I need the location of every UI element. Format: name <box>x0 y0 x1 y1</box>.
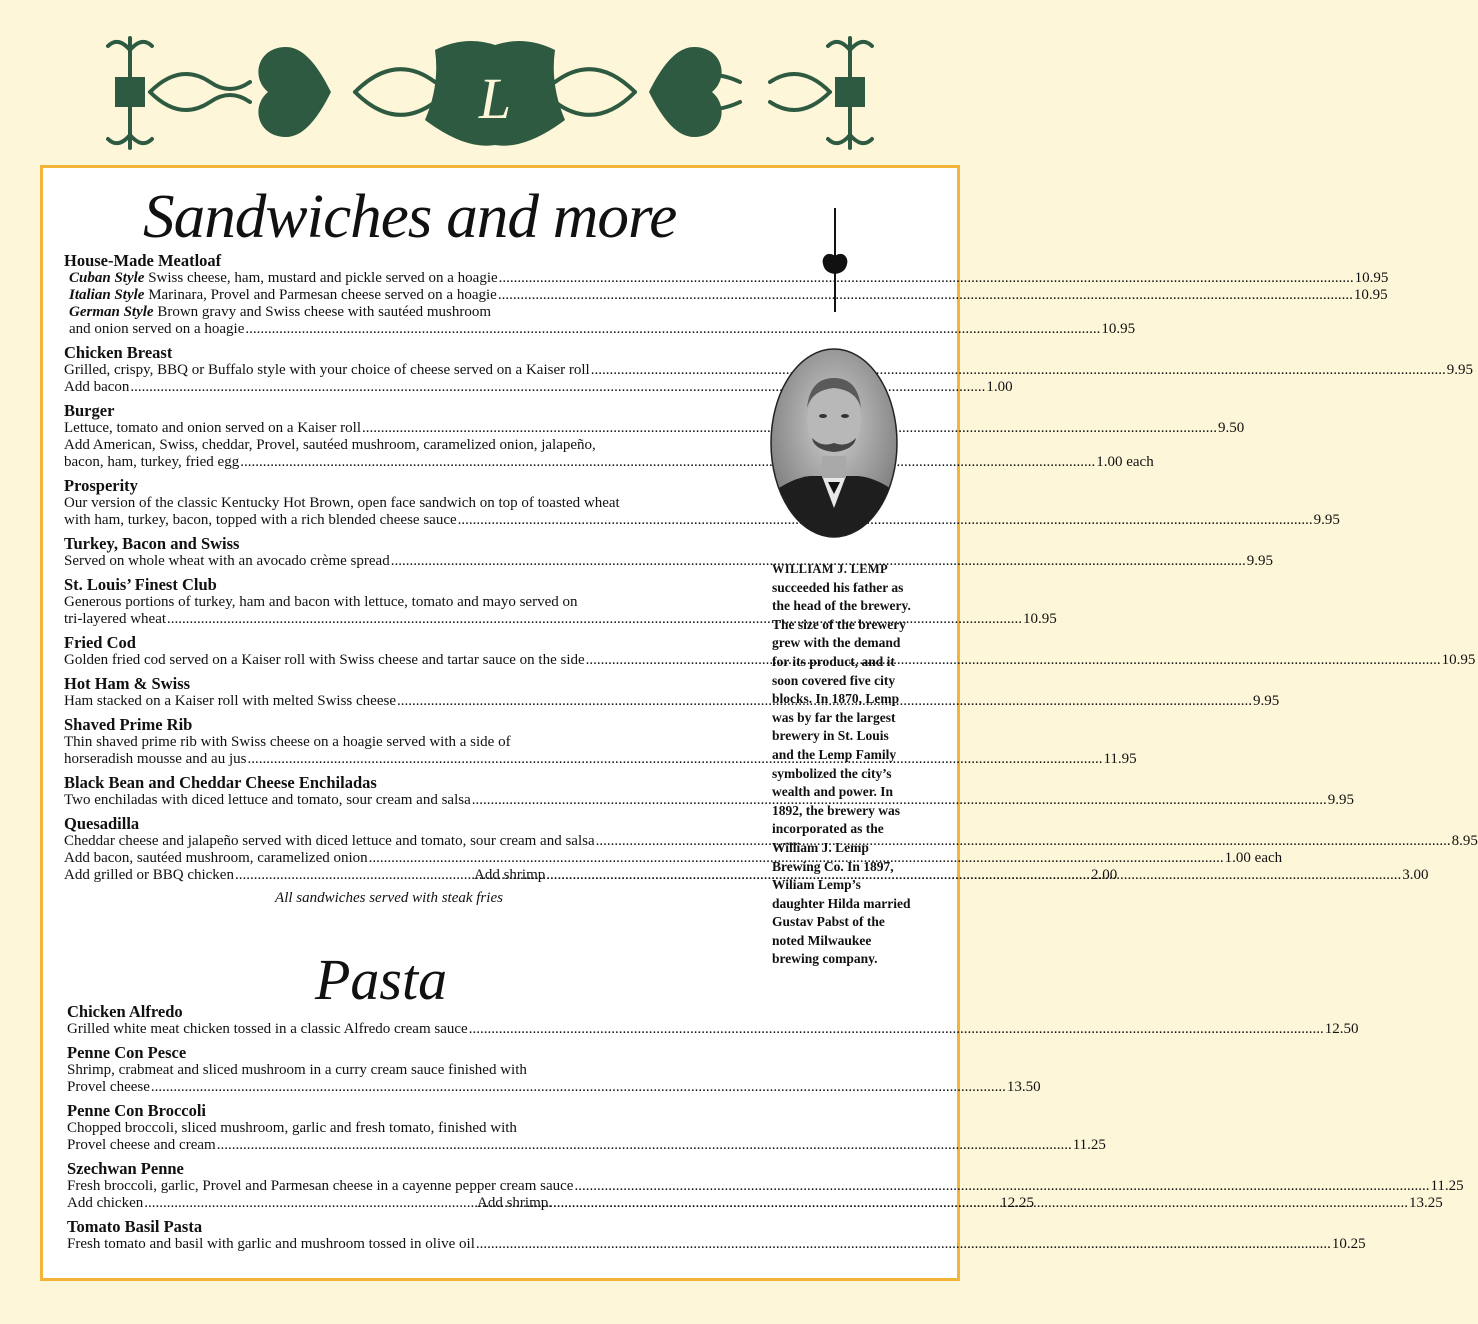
description: Provel cheese <box>67 1079 150 1095</box>
description: Add chicken <box>67 1195 144 1211</box>
price: 9.95 <box>1327 792 1354 808</box>
price: 12.25 <box>1000 1195 1034 1211</box>
line-text <box>64 454 239 471</box>
item-name: Penne Con Broccoli <box>67 1101 207 1120</box>
menu-line <box>64 270 1389 287</box>
menu-item <box>64 251 1389 338</box>
leader-dots <box>498 287 1353 304</box>
menu-line <box>64 594 714 611</box>
leader-dots <box>240 454 1095 471</box>
line-text <box>64 420 361 437</box>
price: 11.25 <box>1430 1178 1464 1194</box>
menu-line <box>64 833 1478 850</box>
leader-dots <box>586 652 1441 669</box>
description: Shrimp, crabmeat and sliced mushroom in a curry cream sauce finished with <box>67 1062 527 1078</box>
leader-dots <box>476 1236 1331 1253</box>
menu-line <box>64 287 1388 304</box>
description: Add shrimp. <box>477 1195 552 1211</box>
menu-line <box>67 1236 1366 1253</box>
item-name: Turkey, Bacon and Swiss <box>64 534 240 553</box>
crest-monogram: L <box>478 66 512 131</box>
line-text <box>69 270 498 287</box>
line-text <box>64 611 166 628</box>
menu-item <box>64 633 1476 669</box>
item-name: Hot Ham & Swiss <box>64 674 191 693</box>
section-title-sandwiches: Sandwiches and more <box>143 183 677 251</box>
item-name: Szechwan Penne <box>67 1159 184 1178</box>
item-name: Penne Con Pesce <box>67 1043 187 1062</box>
menu-item <box>64 401 1245 471</box>
price: 9.95 <box>1246 553 1273 569</box>
leader-dots <box>151 1079 1006 1096</box>
description: Marinara, Provel and Parmesan cheese served on a hoagie <box>144 287 497 303</box>
style-name: Cuban Style <box>69 270 145 286</box>
description: Two enchiladas with diced lettuce and tomato, sour cream and salsa <box>64 792 471 808</box>
price: 9.95 <box>1446 362 1473 378</box>
bio-body: succeeded his father as the head of the brewery. The size of the brewery grew with the demand for its product, and it soon covered five city blocks. In 1870, Lemp was by far the largest brewery in St. Louis and the Lemp Family symbolized the city’s wealth and power. In 1892, the brewery was incorporated as the William J. Lemp Brewing Co. In 1897, Wiliam Lemp’s daughter Hilda married Gustav Pabst of the noted Milwaukee brewing company. <box>772 579 911 967</box>
line-text <box>67 1236 475 1253</box>
line-text <box>64 652 585 669</box>
price: 10.95 <box>1101 321 1136 337</box>
bio-text <box>772 560 912 969</box>
pasta-menu <box>67 1002 1464 1259</box>
description: Generous portions of turkey, ham and bacon with lettuce, tomato and mayo served on <box>64 594 578 610</box>
leader-dots <box>469 1021 1324 1038</box>
price: 10.95 <box>1441 652 1476 668</box>
price: 11.95 <box>1103 751 1137 767</box>
split-line <box>64 867 1429 884</box>
menu-line <box>64 652 1476 669</box>
line-text <box>67 1079 150 1096</box>
price: 13.25 <box>1409 1195 1443 1211</box>
description: tri-layered wheat <box>64 611 167 627</box>
item-name: Burger <box>64 401 115 420</box>
style-name: German Style <box>69 304 154 320</box>
description: Our version of the classic Kentucky Hot Brown, open face sandwich on top of toasted wheat <box>64 495 620 511</box>
menu-item <box>67 1101 1106 1154</box>
item-name: Shaved Prime Rib <box>64 715 193 734</box>
crest-ornament <box>95 30 895 155</box>
price: 10.25 <box>1331 1236 1366 1252</box>
price: 9.95 <box>1313 512 1340 528</box>
price: 10.95 <box>1353 287 1388 303</box>
menu-line <box>67 1178 1464 1195</box>
price: 1.00 <box>986 379 1013 395</box>
menu-item <box>64 343 1473 396</box>
sandwiches-note: All sandwiches served with steak fries <box>275 890 503 906</box>
split-part <box>474 867 1429 884</box>
menu-item <box>67 1043 1041 1096</box>
menu-line <box>64 321 1136 338</box>
item-name: Chicken Alfredo <box>67 1002 183 1021</box>
leader-dots <box>245 321 1100 338</box>
price: 11.25 <box>1072 1137 1106 1153</box>
menu-line <box>64 512 1340 529</box>
description: Grilled white meat chicken tossed in a classic Alfredo cream sauce <box>67 1021 468 1037</box>
menu-line <box>64 379 1013 396</box>
line-text <box>64 693 396 710</box>
description: Served on whole wheat with an avocado crème spread <box>64 553 390 569</box>
description: Lettuce, tomato and onion served on a Kaiser roll <box>64 420 361 436</box>
menu-item <box>64 476 1340 529</box>
divider-ornament <box>820 208 850 312</box>
description: Brown gravy and Swiss cheese with sautéed mushroom <box>153 304 492 320</box>
line-text <box>64 495 620 512</box>
line-text <box>64 379 129 396</box>
line-text <box>64 594 577 611</box>
price: 2.00 <box>1090 867 1118 883</box>
description: Add bacon <box>64 379 130 395</box>
style-name: Italian Style <box>69 287 145 303</box>
description: bacon, ham, turkey, fried egg <box>64 454 240 470</box>
description: Cheddar cheese and jalapeño served with diced lettuce and tomato, sour cream and salsa <box>64 833 595 849</box>
description: Grilled, crispy, BBQ or Buffalo style with your choice of cheese served on a Kaiser roll <box>64 362 590 378</box>
menu-line <box>64 420 1245 437</box>
menu-line <box>64 362 1473 379</box>
price: 9.95 <box>1253 693 1280 709</box>
line-text <box>64 734 511 751</box>
leader-dots <box>574 1178 1429 1195</box>
leader-dots <box>596 833 1451 850</box>
description: Add bacon, sautéed mushroom, caramelized onion <box>64 850 368 866</box>
description: Fresh tomato and basil with garlic and mushroom tossed in olive oil <box>67 1236 475 1252</box>
leader-dots <box>553 1195 1408 1212</box>
description: Add shrimp <box>474 867 546 883</box>
item-name: Chicken Breast <box>64 343 173 362</box>
line-text <box>64 553 390 570</box>
leader-dots <box>247 751 1102 768</box>
item-name: Black Bean and Cheddar Cheese Enchiladas <box>64 773 377 792</box>
menu-line <box>64 792 1354 809</box>
item-name: Quesadilla <box>64 814 140 833</box>
menu-line <box>64 454 1154 471</box>
menu-line <box>67 1120 717 1137</box>
price: 1.00 each <box>1224 850 1283 866</box>
line-text <box>69 304 491 321</box>
line-text <box>64 751 246 768</box>
description: Fresh broccoli, garlic, Provel and Parmesan cheese in a cayenne pepper cream sauce <box>67 1178 574 1194</box>
leader-dots <box>217 1137 1072 1154</box>
menu-item <box>67 1002 1359 1038</box>
menu-line <box>64 304 714 321</box>
description: Ham stacked on a Kaiser roll with melted Swiss cheese <box>64 693 396 709</box>
price: 10.95 <box>1354 270 1389 286</box>
description: Provel cheese and cream <box>67 1137 216 1153</box>
price: 3.00 <box>1402 867 1429 883</box>
menu-item <box>64 674 1280 710</box>
portrait-william-lemp <box>770 348 898 538</box>
item-name: Fried Cod <box>64 633 136 652</box>
description: Add American, Swiss, cheddar, Provel, sautéed mushroom, caramelized onion, jalapeño, <box>64 437 596 453</box>
price: 12.50 <box>1324 1021 1359 1037</box>
description: Add grilled or BBQ chicken <box>64 867 234 883</box>
description: Thin shaved prime rib with Swiss cheese on a hoagie served with a side of <box>64 734 511 750</box>
description: horseradish mousse and au jus <box>64 751 247 767</box>
item-name: Prosperity <box>64 476 138 495</box>
item-name: St. Louis’ Finest Club <box>64 575 217 594</box>
line-text <box>64 850 368 867</box>
menu-line <box>64 437 714 454</box>
bio-name: WILLIAM J. LEMP <box>772 562 888 576</box>
menu-item <box>64 814 1478 884</box>
menu-line <box>64 611 1057 628</box>
description: and onion served on a hoagie <box>69 321 245 337</box>
line-text <box>67 1062 527 1079</box>
menu-line <box>64 751 1137 768</box>
menu-card <box>40 165 1478 1281</box>
item-name: House-Made Meatloaf <box>64 251 222 270</box>
line-text <box>64 437 596 454</box>
menu-line <box>67 1137 1106 1154</box>
menu-line <box>67 1021 1359 1038</box>
section-title-pasta: Pasta <box>315 947 448 1012</box>
menu-item <box>67 1217 1366 1253</box>
description: Chopped broccoli, sliced mushroom, garlic and fresh tomato, finished with <box>67 1120 517 1136</box>
menu-line <box>64 734 714 751</box>
menu-line <box>67 1062 717 1079</box>
line-text <box>67 1137 216 1154</box>
line-text <box>64 512 457 529</box>
menu-item <box>67 1159 1464 1212</box>
price: 9.50 <box>1218 420 1245 436</box>
menu-item <box>64 715 1137 768</box>
menu-line <box>67 1079 1041 1096</box>
price: 1.00 each <box>1096 454 1154 470</box>
line-text <box>64 833 595 850</box>
item-name: Tomato Basil Pasta <box>67 1217 203 1236</box>
line-text <box>67 1178 573 1195</box>
split-part <box>477 1195 1443 1212</box>
menu-item <box>64 575 1057 628</box>
description: Swiss cheese, ham, mustard and pickle served on a hoagie <box>144 270 498 286</box>
description: with ham, turkey, bacon, topped with a rich blended cheese sauce <box>64 512 457 528</box>
price: 10.95 <box>1023 611 1057 627</box>
line-text <box>67 1021 468 1038</box>
line-text <box>64 362 590 379</box>
leader-dots <box>546 867 1401 884</box>
price: 8.95 <box>1451 833 1478 849</box>
line-text <box>69 321 244 338</box>
line-text <box>69 287 497 304</box>
menu-line <box>64 693 1280 710</box>
menu-line <box>64 850 1283 867</box>
line-text <box>64 792 471 809</box>
line-text <box>67 1120 517 1137</box>
split-line <box>67 1195 1443 1212</box>
menu-line <box>64 495 714 512</box>
price: 13.50 <box>1006 1079 1041 1095</box>
menu-item <box>64 773 1354 809</box>
leader-dots <box>499 270 1354 287</box>
description: Golden fried cod served on a Kaiser roll with Swiss cheese and tartar sauce on the side <box>64 652 585 668</box>
leader-dots <box>591 362 1446 379</box>
